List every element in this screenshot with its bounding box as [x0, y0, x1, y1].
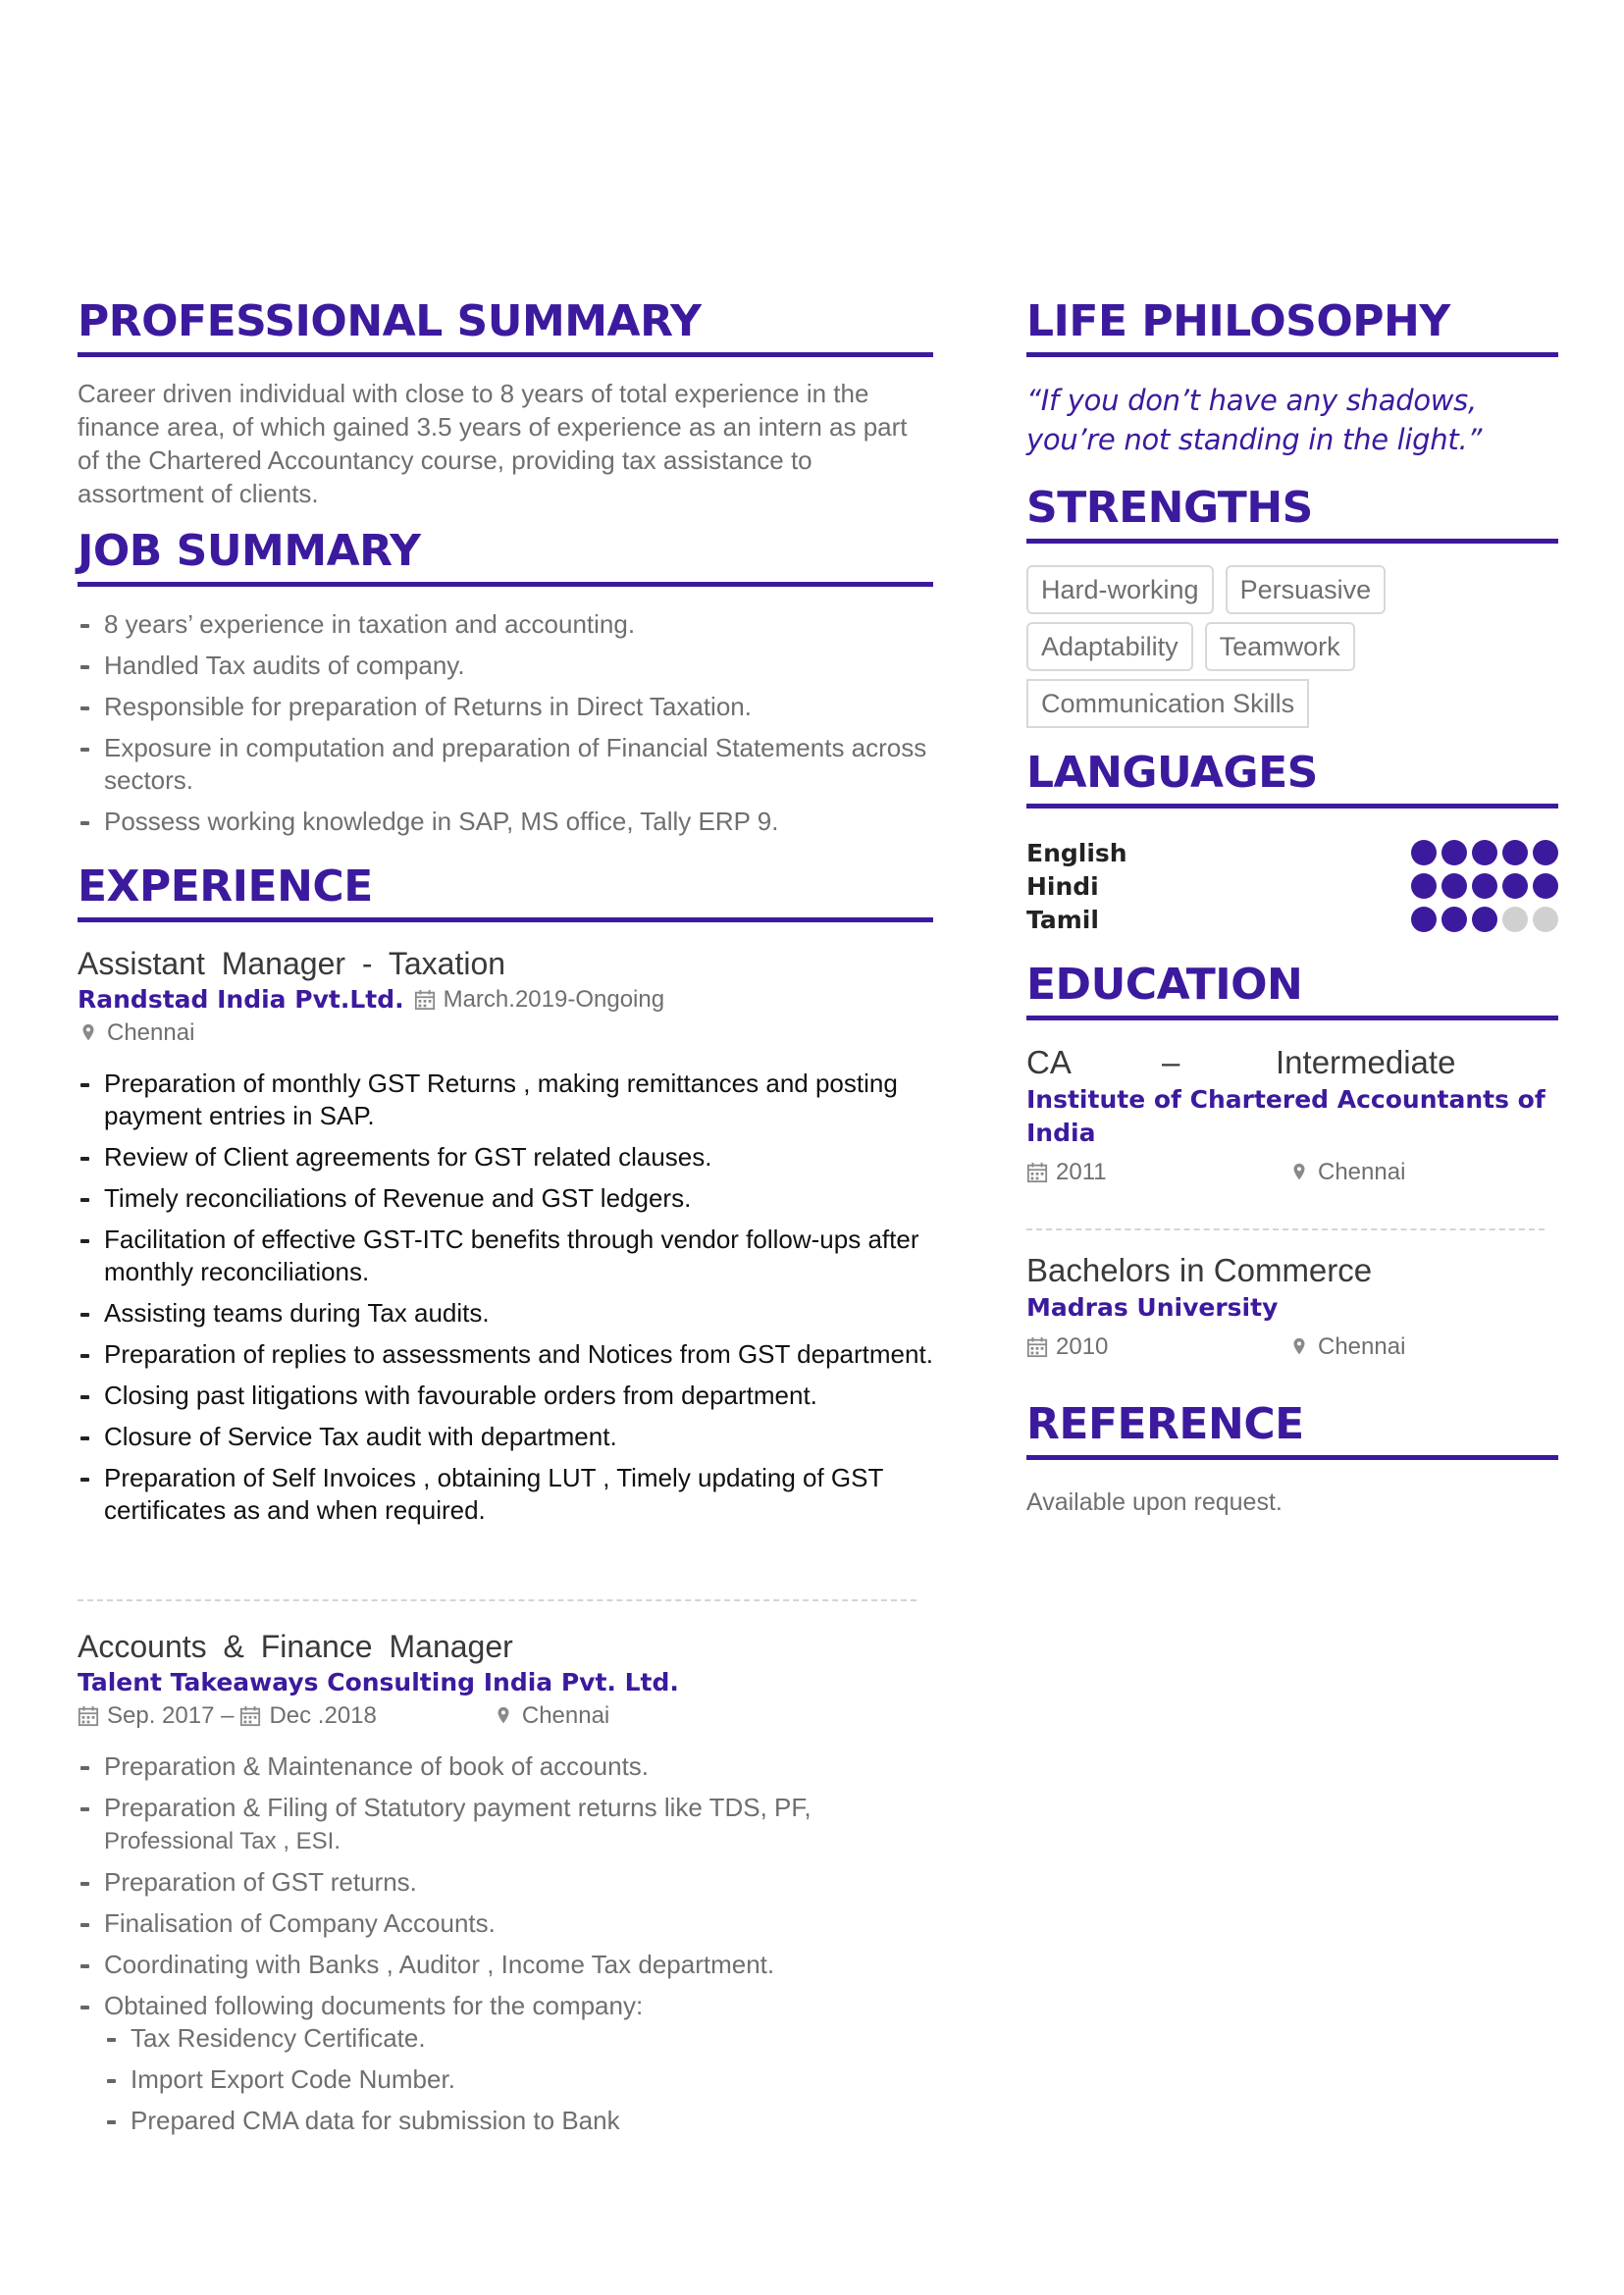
list-item-text: Preparation & Filing of Statutory payment returns like TDS, PF,: [104, 1793, 812, 1822]
calendar-icon: [1026, 1336, 1048, 1358]
school-name: Institute of Chartered Accountants of India: [1026, 1085, 1545, 1147]
list-item: Finalisation of Company Accounts.: [78, 1907, 933, 1940]
job-entry: [78, 1627, 933, 2137]
list-item-continuation: Professional Tax , ESI.: [104, 1828, 341, 1854]
map-pin-icon: [1288, 1162, 1310, 1183]
calendar-icon: [239, 1705, 261, 1727]
list-item: Preparation of Self Invoices , obtaining LUT , Timely updating of GST certificates as and when required.: [78, 1462, 933, 1527]
company-name: Talent Takeaways Consulting India Pvt. Ltd.: [78, 1668, 679, 1696]
summary-text: Career driven individual with close to 8 years of total experience in the finance area, of which gained 3.5 years of experience as an intern as part of the Chartered Accountancy course, providing tax assistance to assortment of clients.: [78, 379, 908, 508]
list-item: Assisting teams during Tax audits.: [78, 1297, 933, 1330]
education-meta: [1026, 1330, 1558, 1364]
section-title: LANGUAGES: [1026, 746, 1558, 808]
list-item: Closure of Service Tax audit with department.: [78, 1421, 933, 1453]
job-dates: March.2019-Ongoing: [443, 986, 665, 1013]
experience-section: [78, 860, 933, 2137]
list-item: Facilitation of effective GST-ITC benefits through vendor follow-ups after monthly reconciliations.: [78, 1224, 933, 1288]
degree-dash: –: [1162, 1044, 1180, 1080]
school-name: Madras University: [1026, 1293, 1279, 1322]
rating-dot-filled: [1411, 873, 1437, 899]
list-item-text: Obtained following documents for the company:: [104, 1991, 644, 2020]
job-duties-list: [78, 1750, 933, 2137]
education-divider: [1026, 1228, 1545, 1230]
language-rating: [1411, 907, 1558, 932]
company-name: Randstad India Pvt.Ltd.: [78, 985, 404, 1014]
philosophy-quote: “If you don’t have any shadows, you’re not standing in the light.”: [1026, 384, 1483, 456]
strength-tag: Adaptability: [1026, 622, 1193, 671]
education-year: 2010: [1056, 1333, 1109, 1360]
degree-level: Intermediate: [1276, 1044, 1456, 1080]
reference-section: [1026, 1397, 1558, 1519]
education-location: Chennai: [1318, 1333, 1406, 1360]
calendar-icon: [414, 989, 436, 1011]
job-title: Accounts & Finance Manager: [78, 1629, 513, 1664]
rating-dot-filled: [1411, 907, 1437, 932]
language-name: Hindi: [1026, 871, 1099, 901]
section-title: JOB SUMMARY: [78, 524, 933, 587]
sub-list: [104, 2022, 933, 2137]
rating-dot-filled: [1502, 840, 1528, 865]
job-entry: [78, 944, 933, 1527]
education-location-cell: [1288, 1330, 1405, 1364]
rating-dot-empty: [1533, 907, 1558, 932]
list-item: Preparation of GST returns.: [78, 1866, 933, 1899]
list-item: Responsible for preparation of Returns in Direct Taxation.: [78, 691, 933, 723]
language-name: Tamil: [1026, 905, 1099, 934]
language-name: English: [1026, 838, 1127, 867]
education-year-cell: [1026, 1156, 1288, 1189]
section-title: EXPERIENCE: [78, 860, 933, 922]
list-item: [78, 1792, 933, 1857]
languages-section: [1026, 746, 1558, 936]
map-pin-icon: [493, 1705, 514, 1727]
language-row: [1026, 903, 1558, 936]
education-location: Chennai: [1318, 1159, 1406, 1185]
list-item: Review of Client agreements for GST related clauses.: [78, 1141, 933, 1174]
education-entry: [1026, 1042, 1558, 1189]
language-row: [1026, 869, 1558, 903]
degree-name: CA: [1026, 1044, 1072, 1080]
rating-dot-filled: [1441, 873, 1467, 899]
job-company-line: [78, 983, 933, 1017]
job-title: Assistant Manager - Taxation: [78, 946, 506, 981]
list-item: Preparation of replies to assessments and Notices from GST department.: [78, 1338, 933, 1371]
list-item: Exposure in computation and preparation of Financial Statements across sectors.: [78, 732, 933, 797]
education-meta: [1026, 1156, 1558, 1189]
map-pin-icon: [1288, 1336, 1310, 1358]
section-title: PROFESSIONAL SUMMARY: [78, 294, 933, 357]
calendar-icon: [1026, 1162, 1048, 1183]
language-row: [1026, 836, 1558, 869]
strength-tags: [1026, 565, 1558, 728]
language-rating: [1411, 873, 1558, 899]
education-year: 2011: [1056, 1159, 1107, 1185]
job-location-line: [78, 1017, 933, 1050]
job-duties-list: [78, 1068, 933, 1527]
list-item: Closing past litigations with favourable orders from department.: [78, 1380, 933, 1412]
list-item: Preparation & Maintenance of book of accounts.: [78, 1750, 933, 1783]
job-location: Chennai: [521, 1702, 610, 1729]
strength-tag: Teamwork: [1205, 622, 1355, 671]
rating-dot-empty: [1502, 907, 1528, 932]
section-title: REFERENCE: [1026, 1397, 1558, 1460]
rating-dot-filled: [1411, 840, 1437, 865]
reference-text: Available upon request.: [1026, 1488, 1283, 1516]
education-location-cell: [1288, 1156, 1405, 1189]
rating-dot-filled: [1472, 907, 1497, 932]
strength-tag: Persuasive: [1226, 565, 1387, 614]
language-rating: [1411, 840, 1558, 865]
map-pin-icon: [78, 1022, 99, 1044]
right-column: [1026, 294, 1558, 1519]
strengths-section: [1026, 481, 1558, 728]
sub-list-item: Tax Residency Certificate.: [104, 2022, 933, 2055]
degree-title: Bachelors in Commerce: [1026, 1252, 1373, 1288]
list-item: Possess working knowledge in SAP, MS office, Tally ERP 9.: [78, 806, 933, 838]
list-item: Preparation of monthly GST Returns , making remittances and posting payment entries in SAP.: [78, 1068, 933, 1132]
sub-list-item: Import Export Code Number.: [104, 2063, 933, 2096]
strength-tag: Hard-working: [1026, 565, 1214, 614]
job-date-end: Dec .2018: [269, 1702, 377, 1729]
list-item: [78, 1990, 933, 2137]
language-list: [1026, 836, 1558, 936]
list-item: 8 years’ experience in taxation and accounting.: [78, 608, 933, 641]
rating-dot-filled: [1472, 873, 1497, 899]
section-title: EDUCATION: [1026, 958, 1558, 1020]
education-year-cell: [1026, 1330, 1288, 1364]
education-section: [1026, 958, 1558, 1364]
section-title: LIFE PHILOSOPHY: [1026, 294, 1558, 357]
rating-dot-filled: [1472, 840, 1497, 865]
job-divider: [78, 1599, 917, 1601]
rating-dot-filled: [1441, 907, 1467, 932]
job-date-start: Sep. 2017 –: [107, 1702, 235, 1729]
sub-list-item: Prepared CMA data for submission to Bank: [104, 2105, 933, 2137]
rating-dot-filled: [1533, 840, 1558, 865]
job-summary-list: [78, 608, 933, 838]
rating-dot-filled: [1441, 840, 1467, 865]
rating-dot-filled: [1533, 873, 1558, 899]
strength-tag: Communication Skills: [1026, 679, 1309, 728]
list-item: Coordinating with Banks , Auditor , Income Tax department.: [78, 1949, 933, 1981]
life-philosophy-section: [1026, 294, 1558, 459]
degree-title: [1026, 1042, 1558, 1083]
education-entry: [1026, 1250, 1558, 1364]
list-item: Timely reconciliations of Revenue and GST ledgers.: [78, 1182, 933, 1215]
professional-summary-section: [78, 294, 933, 510]
calendar-icon: [78, 1705, 99, 1727]
section-title: STRENGTHS: [1026, 481, 1558, 544]
job-summary-section: [78, 524, 933, 838]
list-item: Handled Tax audits of company.: [78, 650, 933, 682]
job-location: Chennai: [107, 1019, 195, 1046]
rating-dot-filled: [1502, 873, 1528, 899]
job-date-line: [78, 1699, 933, 1733]
left-column: [78, 294, 933, 2146]
